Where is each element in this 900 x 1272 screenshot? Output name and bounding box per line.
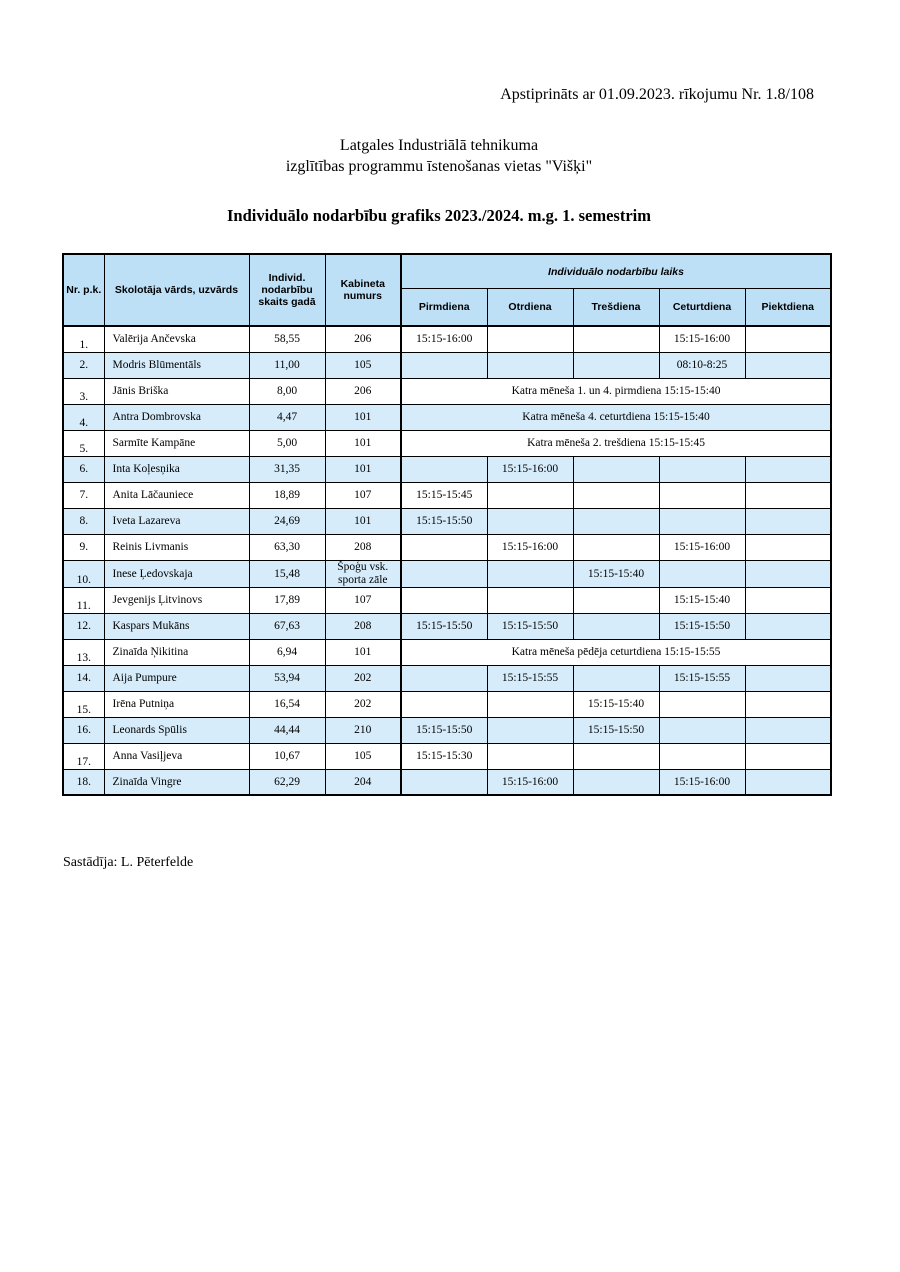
row-number-cell: 5.: [63, 430, 104, 456]
table-row: [63, 743, 831, 769]
teacher-name-cell: Valērija Ančevska: [104, 326, 249, 352]
row-number-cell: 12.: [63, 613, 104, 639]
hours-cell: 17,89: [249, 587, 325, 613]
time-cell-thu: [659, 482, 745, 508]
room-line-2: sporta zāle: [338, 573, 388, 586]
row-number-cell: 8.: [63, 508, 104, 534]
room-cell: 208: [325, 613, 401, 639]
hours-cell: 24,69: [249, 508, 325, 534]
room-cell: 208: [325, 534, 401, 560]
table-row: [63, 430, 831, 456]
time-cell-thu: [659, 456, 745, 482]
teacher-name-cell: Jevgenijs Ļitvinovs: [104, 587, 249, 613]
time-cell-fri: [745, 665, 831, 691]
row-number-cell: 4.: [63, 404, 104, 430]
time-cell-mon: 15:15-15:45: [401, 482, 487, 508]
time-cell-fri: [745, 691, 831, 717]
col-header-tuesday: Otrdiena: [487, 289, 573, 327]
time-cell-wed: [573, 352, 659, 378]
row-number-cell: 2.: [63, 352, 104, 378]
teacher-name-cell: Reinis Livmanis: [104, 534, 249, 560]
row-number-cell: 14.: [63, 665, 104, 691]
time-cell-mon: [401, 352, 487, 378]
time-cell-wed: [573, 508, 659, 534]
room-cell: 202: [325, 665, 401, 691]
table-row: [63, 613, 831, 639]
time-cell-thu: 15:15-15:55: [659, 665, 745, 691]
room-cell: 202: [325, 691, 401, 717]
hours-cell: 44,44: [249, 717, 325, 743]
row-number-cell: 18.: [63, 769, 104, 795]
teacher-name-cell: Kaspars Mukāns: [104, 613, 249, 639]
schedule-note-cell: Katra mēneša pēdēja ceturtdiena 15:15-15:55: [401, 639, 831, 665]
time-cell-fri: [745, 587, 831, 613]
time-cell-fri: [745, 482, 831, 508]
room-cell: 107: [325, 587, 401, 613]
time-cell-fri: [745, 534, 831, 560]
time-cell-mon: [401, 691, 487, 717]
teacher-name-cell: Sarmīte Kampāne: [104, 430, 249, 456]
approval-note: Apstiprināts ar 01.09.2023. rīkojumu Nr. 1.8/108: [500, 86, 814, 103]
time-cell-thu: 15:15-16:00: [659, 534, 745, 560]
room-cell: 101: [325, 430, 401, 456]
table-row: [63, 456, 831, 482]
time-cell-mon: [401, 587, 487, 613]
teacher-name-cell: Aija Pumpure: [104, 665, 249, 691]
table-row: [63, 378, 831, 404]
row-number-cell: 1.: [63, 326, 104, 352]
table-row: [63, 326, 831, 352]
schedule-note-cell: Katra mēneša 4. ceturtdiena 15:15-15:40: [401, 404, 831, 430]
time-cell-tue: [487, 717, 573, 743]
schedule-note-cell: Katra mēneša 2. trešdiena 15:15-15:45: [401, 430, 831, 456]
hours-cell: 18,89: [249, 482, 325, 508]
hours-cell: 58,55: [249, 326, 325, 352]
teacher-name-cell: Zinaīda Ņikitina: [104, 639, 249, 665]
room-cell: 206: [325, 326, 401, 352]
room-cell: 101: [325, 639, 401, 665]
row-number-cell: 16.: [63, 717, 104, 743]
time-cell-thu: [659, 508, 745, 534]
row-number-cell: 11.: [63, 587, 104, 613]
time-cell-tue: [487, 482, 573, 508]
room-line-1: Špoģu vsk.: [337, 560, 389, 573]
table-row: [63, 482, 831, 508]
time-cell-mon: [401, 560, 487, 587]
teacher-name-cell: Modris Blūmentāls: [104, 352, 249, 378]
room-cell: 206: [325, 378, 401, 404]
room-cell: 105: [325, 352, 401, 378]
hours-cell: 62,29: [249, 769, 325, 795]
col-header-teacher: Skolotāja vārds, uzvārds: [104, 254, 249, 326]
compiler-note: Sastādīja: L. Pēterfelde: [63, 855, 194, 870]
time-cell-tue: 15:15-16:00: [487, 534, 573, 560]
time-cell-fri: [745, 326, 831, 352]
room-cell: 101: [325, 508, 401, 534]
hours-cell: 16,54: [249, 691, 325, 717]
school-name-line-1: Latgales Industriālā tehnikuma: [339, 137, 539, 154]
teacher-name-cell: Antra Dombrovska: [104, 404, 249, 430]
time-cell-tue: 15:15-16:00: [487, 456, 573, 482]
time-cell-tue: [487, 326, 573, 352]
time-cell-tue: 15:15-15:50: [487, 613, 573, 639]
time-cell-thu: 15:15-16:00: [659, 769, 745, 795]
time-cell-mon: 15:15-15:50: [401, 717, 487, 743]
room-cell: 101: [325, 456, 401, 482]
document-title: Individuālo nodarbību grafiks 2023./2024. m.g. 1. semestrim: [226, 206, 651, 225]
time-cell-mon: 15:15-15:50: [401, 508, 487, 534]
table-row: [63, 352, 831, 378]
time-cell-tue: [487, 743, 573, 769]
time-cell-thu: 15:15-15:50: [659, 613, 745, 639]
col-header-thursday: Ceturtdiena: [659, 289, 745, 327]
time-cell-wed: [573, 743, 659, 769]
teacher-name-cell: Jānis Briška: [104, 378, 249, 404]
table-row: [63, 404, 831, 430]
row-number-cell: 17.: [63, 743, 104, 769]
col-header-wednesday: Trešdiena: [573, 289, 659, 327]
time-cell-fri: [745, 769, 831, 795]
time-cell-fri: [745, 456, 831, 482]
hours-cell: 5,00: [249, 430, 325, 456]
time-cell-mon: 15:15-15:50: [401, 613, 487, 639]
schedule-note-cell: Katra mēneša 1. un 4. pirmdiena 15:15-15:40: [401, 378, 831, 404]
time-cell-tue: [487, 560, 573, 587]
time-cell-tue: [487, 508, 573, 534]
time-cell-wed: [573, 665, 659, 691]
time-cell-tue: [487, 352, 573, 378]
time-cell-thu: [659, 691, 745, 717]
col-header-monday: Pirmdiena: [401, 289, 487, 327]
time-cell-mon: [401, 456, 487, 482]
time-cell-fri: [745, 352, 831, 378]
time-cell-mon: [401, 769, 487, 795]
hours-cell: 15,48: [249, 560, 325, 587]
col-header-group-time: Individuālo nodarbību laiks: [401, 254, 831, 289]
time-cell-wed: 15:15-15:40: [573, 560, 659, 587]
time-cell-wed: 15:15-15:50: [573, 717, 659, 743]
hours-cell: 63,30: [249, 534, 325, 560]
time-cell-wed: [573, 456, 659, 482]
time-cell-thu: 15:15-15:40: [659, 587, 745, 613]
room-cell: 105: [325, 743, 401, 769]
hours-cell: 4,47: [249, 404, 325, 430]
row-number-cell: 3.: [63, 378, 104, 404]
table-row: [63, 587, 831, 613]
time-cell-fri: [745, 508, 831, 534]
schedule-rows: [63, 326, 831, 795]
time-cell-mon: [401, 534, 487, 560]
time-cell-thu: [659, 717, 745, 743]
col-header-room: Kabineta numurs: [325, 254, 401, 326]
teacher-name-cell: Anita Lāčauniece: [104, 482, 249, 508]
time-cell-wed: [573, 613, 659, 639]
time-cell-thu: [659, 560, 745, 587]
table-row: [63, 691, 831, 717]
time-cell-fri: [745, 743, 831, 769]
teacher-name-cell: Zinaīda Vingre: [104, 769, 249, 795]
table-row: [63, 560, 831, 587]
row-number-cell: 13.: [63, 639, 104, 665]
time-cell-thu: 15:15-16:00: [659, 326, 745, 352]
row-number-cell: 10.: [63, 560, 104, 587]
time-cell-mon: [401, 665, 487, 691]
time-cell-fri: [745, 613, 831, 639]
time-cell-fri: [745, 717, 831, 743]
col-header-nr: Nr. p.k.: [63, 254, 104, 326]
time-cell-mon: 15:15-15:30: [401, 743, 487, 769]
hours-cell: 10,67: [249, 743, 325, 769]
time-cell-wed: [573, 587, 659, 613]
time-cell-tue: [487, 691, 573, 717]
teacher-name-cell: Leonards Spūlis: [104, 717, 249, 743]
row-number-cell: 7.: [63, 482, 104, 508]
table-row: [63, 639, 831, 665]
time-cell-tue: 15:15-16:00: [487, 769, 573, 795]
row-number-cell: 6.: [63, 456, 104, 482]
school-name: [0, 135, 878, 177]
table-row: [63, 534, 831, 560]
schedule-table: [62, 253, 832, 796]
room-cell: 107: [325, 482, 401, 508]
col-header-friday: Piektdiena: [745, 289, 831, 327]
table-row: [63, 508, 831, 534]
hours-cell: 53,94: [249, 665, 325, 691]
hours-cell: 6,94: [249, 639, 325, 665]
time-cell-wed: [573, 326, 659, 352]
teacher-name-cell: Irēna Putniņa: [104, 691, 249, 717]
time-cell-wed: [573, 769, 659, 795]
time-cell-fri: [745, 560, 831, 587]
row-number-cell: 15.: [63, 691, 104, 717]
time-cell-thu: [659, 743, 745, 769]
hours-cell: 67,63: [249, 613, 325, 639]
room-cell: [325, 560, 401, 587]
time-cell-tue: 15:15-15:55: [487, 665, 573, 691]
hours-cell: 31,35: [249, 456, 325, 482]
row-number-cell: 9.: [63, 534, 104, 560]
room-cell: 101: [325, 404, 401, 430]
table-row: [63, 717, 831, 743]
teacher-name-cell: Inta Koļesņika: [104, 456, 249, 482]
time-cell-mon: 15:15-16:00: [401, 326, 487, 352]
time-cell-thu: 08:10-8:25: [659, 352, 745, 378]
table-row: [63, 769, 831, 795]
time-cell-wed: [573, 482, 659, 508]
time-cell-wed: 15:15-15:40: [573, 691, 659, 717]
time-cell-wed: [573, 534, 659, 560]
time-cell-tue: [487, 587, 573, 613]
col-header-hours: Individ. nodarbību skaits gadā: [249, 254, 325, 326]
teacher-name-cell: Anna Vasiļjeva: [104, 743, 249, 769]
room-cell: 204: [325, 769, 401, 795]
hours-cell: 8,00: [249, 378, 325, 404]
teacher-name-cell: Inese Ļedovskaja: [104, 560, 249, 587]
teacher-name-cell: Iveta Lazareva: [104, 508, 249, 534]
hours-cell: 11,00: [249, 352, 325, 378]
table-row: [63, 665, 831, 691]
room-cell: 210: [325, 717, 401, 743]
school-name-line-2: izglītības programmu īstenošanas vietas "Višķi": [285, 158, 593, 175]
